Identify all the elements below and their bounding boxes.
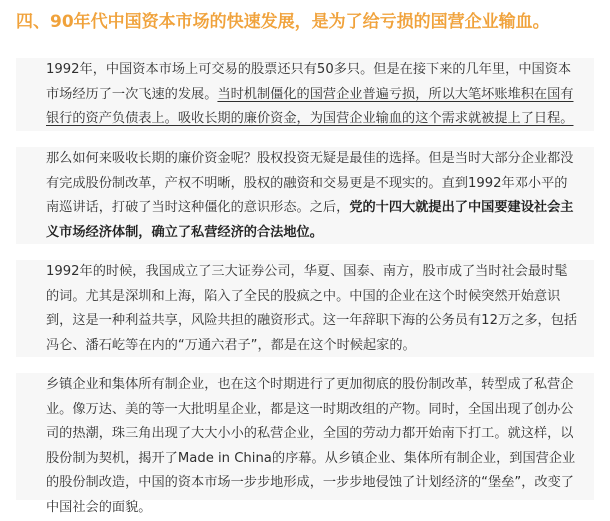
paragraph-2 <box>16 147 594 245</box>
paragraph-block-4 <box>16 373 594 515</box>
paragraph-2-text: 那么如何来吸收长期的廉价资金呢？股权投资无疑是最佳的选择。但是当时大部分企业都没有完成股份制改革，产权不明晰，股权的融资和交易更是不现实的。直到1992年邓小平的南巡讲话，打破了当时这种僵化的意识形态。之后， <box>46 151 574 216</box>
paragraph-1-text: 1992年，中国资本市场上可交易的股票还只有50多只。但是在接下来的几年里，中国资本市场经历了一次飞速的发展。 <box>46 62 572 102</box>
paragraph-4: 乡镇企业和集体所有制企业，也在这个时期进行了更加彻底的股份制改革，转型成了私营企业。像万达、美的等一大批明星企业，都是这一时期改组的产物。同时，全国出现了创办公司的热潮，珠三角出现了大大小小的私营企业，全国的劳动力都开始南下打工。就这样，以股份制为契机，揭开了Made in China的序幕。从乡镇企业、集体所有制企业，到国营企业的股份制改造，中国的资本市场一步步地形成，一步步地侵蚀了计划经济的“堡垒”，改变了中国社会的面貌。 <box>46 377 576 515</box>
paragraph-3: 1992年的时候，我国成立了三大证券公司，华夏、国泰、南方，股市成了当时社会最时髦的词。尤其是深圳和上海，陷入了全民的股疯之中。中国的企业在这个时候突然开始意识到，这是一种利益共享，风险共担的融资形式。这一年辞职下海的公务员有12万之多，包括冯仑、潘石屹等在内的“万通六君子”，都是在这个时候起家的。 <box>46 264 578 353</box>
paragraph-block-1 <box>16 58 594 131</box>
paragraph-1-underlined-text: 当时机制僵化的国营企业普遍亏损，所以大笔坏账堆积在国有银行的资产负债表上。吸收长期的廉价资金，为国营企业输血的这个需求就被提上了日程。 <box>46 86 574 127</box>
section-heading: 四、90年代中国资本市场的快速发展，是为了给亏损的国营企业输血。 <box>16 12 550 32</box>
paragraph-2-bold-text: 党的十四大就提出了中国要建设社会主义市场经济体制，确立了私营经济的合法地位。 <box>46 200 574 240</box>
paragraph-block-2 <box>16 147 594 244</box>
paragraph-block-3 <box>16 260 594 357</box>
paragraph-1 <box>16 58 594 132</box>
